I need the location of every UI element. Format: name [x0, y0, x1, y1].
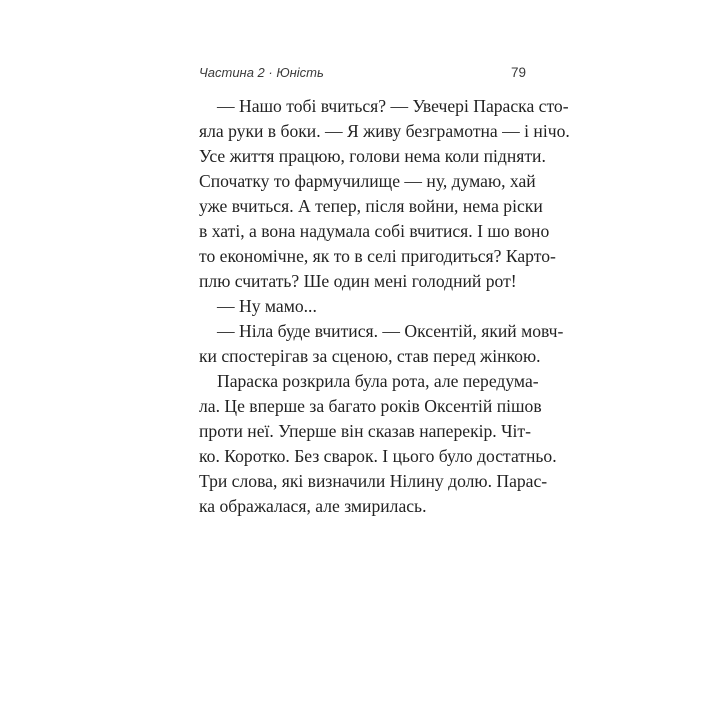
- text-line: ла. Це вперше за багато років Оксентій пішов: [199, 396, 542, 416]
- text-line: Параска розкрила була рота, але передума-: [217, 371, 539, 391]
- text-line: уже вчиться. А тепер, після войни, нема ріски: [199, 196, 543, 216]
- text-line: ка ображалася, але змирилась.: [199, 496, 427, 516]
- text-line: Три слова, які визначили Нілину долю. Парас-: [199, 471, 548, 491]
- text-line: плю считать? Ше один мені голодний рот!: [199, 271, 517, 291]
- text-line: — Нашо тобі вчиться? — Увечері Параска сто-: [217, 96, 569, 116]
- text-line: Спочатку то фармучилище — ну, думаю, хай: [199, 171, 536, 191]
- text-line: яла руки в боки. — Я живу безграмотна — і нічо.: [199, 121, 570, 141]
- body-text: [199, 94, 570, 519]
- text-line: — Ніла буде вчитися. — Оксентій, який мовч-: [217, 321, 564, 341]
- text-line: в хаті, а вона надумала собі вчитися. І шо воно: [199, 221, 550, 241]
- chapter-section-title: Частина 2 · Юність: [199, 65, 324, 80]
- text-line: ко. Коротко. Без сварок. І цього було достатньо.: [199, 446, 557, 466]
- running-header: [199, 63, 529, 83]
- page-number: 79: [510, 65, 526, 80]
- text-line: проти неї. Уперше він сказав наперекір. Чіт-: [199, 421, 531, 441]
- text-line: Усе життя працюю, голови нема коли підняти.: [199, 146, 546, 166]
- text-line: — Ну мамо...: [217, 296, 317, 316]
- text-line: ки спостерігав за сценою, став перед жінкою.: [199, 346, 541, 366]
- text-line: то економічне, як то в селі пригодиться? Карто-: [199, 246, 556, 266]
